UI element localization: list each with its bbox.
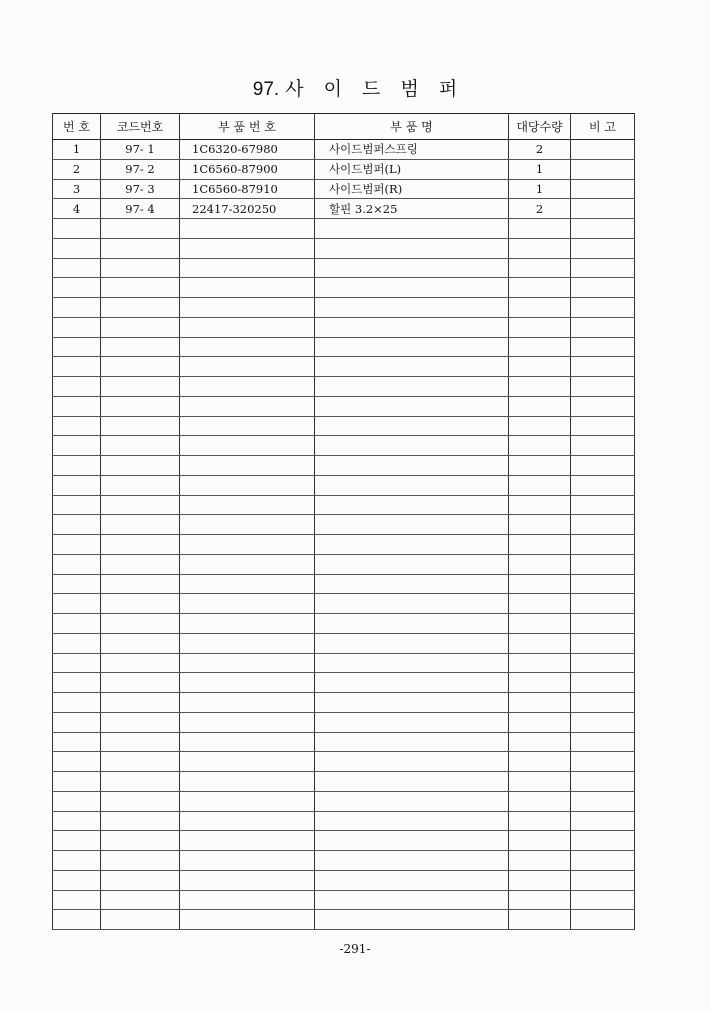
empty-cell: [571, 772, 635, 792]
empty-cell: [571, 574, 635, 594]
empty-cell: [571, 890, 635, 910]
empty-cell: [509, 515, 571, 535]
empty-cell: [315, 258, 509, 278]
row-note: [571, 179, 635, 199]
empty-cell: [180, 278, 315, 298]
empty-cell: [180, 614, 315, 634]
empty-cell: [101, 317, 180, 337]
empty-cell: [315, 653, 509, 673]
row-code: 97- 4: [101, 199, 180, 219]
empty-cell: [315, 377, 509, 397]
empty-cell: [53, 772, 101, 792]
empty-cell: [53, 653, 101, 673]
row-note: [571, 199, 635, 219]
empty-cell: [315, 673, 509, 693]
empty-cell: [180, 535, 315, 555]
empty-cell: [101, 693, 180, 713]
empty-cell: [180, 693, 315, 713]
empty-cell: [101, 673, 180, 693]
empty-cell: [571, 515, 635, 535]
empty-cell: [509, 831, 571, 851]
empty-cell: [53, 851, 101, 871]
empty-row: [53, 515, 635, 535]
empty-cell: [101, 357, 180, 377]
empty-cell: [509, 535, 571, 555]
empty-row: [53, 910, 635, 930]
empty-cell: [53, 495, 101, 515]
empty-cell: [315, 791, 509, 811]
empty-row: [53, 732, 635, 752]
empty-cell: [101, 752, 180, 772]
empty-cell: [53, 396, 101, 416]
empty-cell: [180, 377, 315, 397]
empty-cell: [180, 396, 315, 416]
empty-row: [53, 554, 635, 574]
empty-cell: [53, 416, 101, 436]
empty-cell: [53, 238, 101, 258]
empty-cell: [509, 653, 571, 673]
empty-cell: [180, 258, 315, 278]
empty-cell: [180, 712, 315, 732]
empty-cell: [571, 554, 635, 574]
empty-row: [53, 278, 635, 298]
table-row: [53, 159, 635, 179]
empty-cell: [509, 278, 571, 298]
empty-cell: [101, 870, 180, 890]
parts-table: [52, 113, 635, 930]
row-part-name: 사이드범퍼(L): [315, 159, 509, 179]
empty-cell: [571, 396, 635, 416]
empty-cell: [509, 554, 571, 574]
empty-cell: [315, 219, 509, 239]
empty-cell: [180, 791, 315, 811]
empty-row: [53, 574, 635, 594]
empty-cell: [509, 693, 571, 713]
empty-cell: [53, 693, 101, 713]
empty-cell: [315, 238, 509, 258]
empty-cell: [101, 515, 180, 535]
empty-cell: [571, 910, 635, 930]
empty-cell: [315, 851, 509, 871]
header-note: 비 고: [571, 114, 635, 140]
row-qty: 2: [509, 140, 571, 160]
row-no: 3: [53, 179, 101, 199]
empty-cell: [180, 732, 315, 752]
empty-row: [53, 475, 635, 495]
empty-cell: [315, 317, 509, 337]
empty-cell: [101, 396, 180, 416]
empty-cell: [180, 831, 315, 851]
empty-cell: [571, 831, 635, 851]
empty-cell: [180, 574, 315, 594]
empty-cell: [509, 811, 571, 831]
empty-cell: [53, 574, 101, 594]
empty-cell: [53, 554, 101, 574]
empty-row: [53, 317, 635, 337]
empty-cell: [315, 772, 509, 792]
empty-cell: [315, 436, 509, 456]
empty-cell: [509, 238, 571, 258]
table-row: [53, 199, 635, 219]
row-part-no: 1C6320-67980: [180, 140, 315, 160]
empty-cell: [571, 791, 635, 811]
empty-cell: [315, 495, 509, 515]
empty-cell: [509, 337, 571, 357]
empty-cell: [509, 772, 571, 792]
row-qty: 1: [509, 179, 571, 199]
row-note: [571, 159, 635, 179]
empty-row: [53, 870, 635, 890]
empty-cell: [180, 436, 315, 456]
empty-cell: [509, 219, 571, 239]
empty-cell: [180, 416, 315, 436]
empty-row: [53, 258, 635, 278]
empty-cell: [180, 298, 315, 318]
empty-cell: [101, 298, 180, 318]
empty-cell: [53, 752, 101, 772]
empty-cell: [315, 614, 509, 634]
empty-cell: [571, 475, 635, 495]
empty-cell: [315, 298, 509, 318]
empty-cell: [53, 357, 101, 377]
empty-cell: [571, 594, 635, 614]
empty-cell: [571, 653, 635, 673]
empty-cell: [53, 910, 101, 930]
empty-cell: [571, 811, 635, 831]
empty-cell: [315, 574, 509, 594]
empty-cell: [509, 416, 571, 436]
empty-cell: [571, 238, 635, 258]
table-row: [53, 179, 635, 199]
empty-cell: [101, 337, 180, 357]
header-no: 번 호: [53, 114, 101, 140]
empty-cell: [315, 515, 509, 535]
empty-cell: [571, 416, 635, 436]
empty-cell: [53, 732, 101, 752]
empty-row: [53, 535, 635, 555]
empty-cell: [101, 614, 180, 634]
empty-cell: [101, 278, 180, 298]
empty-row: [53, 752, 635, 772]
empty-cell: [571, 870, 635, 890]
empty-row: [53, 337, 635, 357]
empty-cell: [53, 475, 101, 495]
empty-cell: [53, 278, 101, 298]
empty-cell: [509, 396, 571, 416]
empty-cell: [315, 752, 509, 772]
empty-cell: [101, 712, 180, 732]
empty-cell: [53, 633, 101, 653]
empty-cell: [571, 317, 635, 337]
empty-cell: [509, 791, 571, 811]
row-part-name: 할핀 3.2×25: [315, 199, 509, 219]
empty-cell: [53, 870, 101, 890]
section-title: 사 이 드 범 퍼: [285, 78, 458, 100]
empty-cell: [315, 535, 509, 555]
empty-row: [53, 377, 635, 397]
empty-cell: [571, 456, 635, 476]
empty-cell: [509, 456, 571, 476]
empty-cell: [315, 890, 509, 910]
empty-cell: [509, 298, 571, 318]
empty-cell: [571, 219, 635, 239]
empty-cell: [571, 278, 635, 298]
empty-cell: [53, 219, 101, 239]
row-part-no: 1C6560-87910: [180, 179, 315, 199]
empty-cell: [509, 574, 571, 594]
empty-cell: [315, 633, 509, 653]
empty-cell: [53, 614, 101, 634]
empty-cell: [53, 258, 101, 278]
row-code: 97- 2: [101, 159, 180, 179]
empty-row: [53, 357, 635, 377]
empty-cell: [101, 416, 180, 436]
empty-cell: [509, 357, 571, 377]
empty-row: [53, 712, 635, 732]
empty-row: [53, 238, 635, 258]
empty-cell: [315, 831, 509, 851]
empty-cell: [315, 456, 509, 476]
empty-cell: [180, 910, 315, 930]
empty-cell: [101, 653, 180, 673]
empty-cell: [180, 811, 315, 831]
empty-cell: [509, 752, 571, 772]
empty-cell: [53, 436, 101, 456]
empty-cell: [180, 653, 315, 673]
empty-cell: [180, 594, 315, 614]
row-note: [571, 140, 635, 160]
empty-cell: [180, 752, 315, 772]
empty-cell: [509, 317, 571, 337]
empty-cell: [571, 614, 635, 634]
row-part-no: 1C6560-87900: [180, 159, 315, 179]
empty-cell: [101, 831, 180, 851]
empty-cell: [53, 811, 101, 831]
empty-row: [53, 673, 635, 693]
empty-row: [53, 219, 635, 239]
empty-cell: [101, 219, 180, 239]
empty-cell: [509, 633, 571, 653]
empty-cell: [571, 337, 635, 357]
empty-cell: [180, 554, 315, 574]
empty-cell: [180, 357, 315, 377]
empty-cell: [315, 337, 509, 357]
empty-cell: [509, 890, 571, 910]
empty-cell: [180, 673, 315, 693]
empty-row: [53, 396, 635, 416]
empty-cell: [53, 712, 101, 732]
empty-cell: [101, 594, 180, 614]
row-code: 97- 3: [101, 179, 180, 199]
empty-cell: [571, 633, 635, 653]
empty-cell: [180, 495, 315, 515]
empty-cell: [571, 693, 635, 713]
empty-cell: [180, 890, 315, 910]
empty-cell: [101, 436, 180, 456]
page-number: -291-: [339, 942, 371, 956]
empty-cell: [509, 495, 571, 515]
empty-cell: [315, 870, 509, 890]
empty-row: [53, 693, 635, 713]
empty-cell: [101, 535, 180, 555]
empty-cell: [53, 456, 101, 476]
empty-cell: [509, 732, 571, 752]
row-no: 2: [53, 159, 101, 179]
empty-cell: [180, 870, 315, 890]
empty-cell: [53, 890, 101, 910]
empty-cell: [571, 436, 635, 456]
empty-cell: [509, 870, 571, 890]
empty-cell: [315, 594, 509, 614]
empty-cell: [101, 574, 180, 594]
empty-row: [53, 495, 635, 515]
empty-row: [53, 614, 635, 634]
empty-row: [53, 811, 635, 831]
empty-cell: [53, 791, 101, 811]
empty-cell: [509, 436, 571, 456]
empty-cell: [101, 732, 180, 752]
empty-cell: [53, 515, 101, 535]
empty-row: [53, 594, 635, 614]
empty-row: [53, 436, 635, 456]
empty-cell: [571, 732, 635, 752]
empty-cell: [571, 298, 635, 318]
row-part-name: 사이드범퍼스프링: [315, 140, 509, 160]
empty-cell: [571, 535, 635, 555]
empty-cell: [53, 673, 101, 693]
row-no: 1: [53, 140, 101, 160]
empty-cell: [101, 910, 180, 930]
empty-cell: [509, 851, 571, 871]
empty-row: [53, 416, 635, 436]
empty-cell: [180, 475, 315, 495]
header-row: [53, 114, 635, 140]
empty-cell: [571, 377, 635, 397]
page-title: [0, 74, 710, 101]
empty-cell: [509, 910, 571, 930]
row-part-no: 22417-320250: [180, 199, 315, 219]
empty-cell: [101, 238, 180, 258]
empty-cell: [571, 258, 635, 278]
empty-row: [53, 772, 635, 792]
empty-cell: [180, 317, 315, 337]
header-code: 코드번호: [101, 114, 180, 140]
empty-cell: [101, 456, 180, 476]
empty-cell: [180, 772, 315, 792]
empty-row: [53, 633, 635, 653]
empty-cell: [315, 811, 509, 831]
empty-cell: [315, 357, 509, 377]
empty-cell: [53, 594, 101, 614]
table-row: [53, 140, 635, 160]
empty-cell: [315, 278, 509, 298]
empty-cell: [53, 337, 101, 357]
empty-cell: [101, 475, 180, 495]
empty-row: [53, 831, 635, 851]
empty-cell: [509, 475, 571, 495]
empty-cell: [571, 712, 635, 732]
empty-cell: [509, 594, 571, 614]
empty-cell: [571, 752, 635, 772]
empty-cell: [315, 732, 509, 752]
empty-cell: [315, 712, 509, 732]
row-part-name: 사이드범퍼(R): [315, 179, 509, 199]
empty-cell: [571, 673, 635, 693]
empty-cell: [509, 712, 571, 732]
empty-cell: [101, 377, 180, 397]
empty-cell: [101, 495, 180, 515]
empty-cell: [101, 890, 180, 910]
empty-cell: [315, 910, 509, 930]
header-part-name: 부 품 명: [315, 114, 509, 140]
empty-cell: [101, 851, 180, 871]
empty-cell: [571, 357, 635, 377]
empty-cell: [509, 258, 571, 278]
empty-cell: [101, 633, 180, 653]
empty-cell: [571, 851, 635, 871]
empty-cell: [101, 772, 180, 792]
empty-row: [53, 298, 635, 318]
row-qty: 1: [509, 159, 571, 179]
row-code: 97- 1: [101, 140, 180, 160]
empty-cell: [180, 337, 315, 357]
empty-cell: [315, 396, 509, 416]
row-qty: 2: [509, 199, 571, 219]
empty-cell: [180, 515, 315, 535]
empty-cell: [315, 554, 509, 574]
empty-cell: [53, 831, 101, 851]
empty-cell: [315, 416, 509, 436]
empty-cell: [180, 238, 315, 258]
empty-row: [53, 653, 635, 673]
empty-cell: [180, 219, 315, 239]
empty-cell: [53, 298, 101, 318]
empty-cell: [509, 377, 571, 397]
empty-row: [53, 851, 635, 871]
empty-cell: [180, 456, 315, 476]
empty-cell: [180, 633, 315, 653]
empty-cell: [53, 317, 101, 337]
empty-cell: [509, 614, 571, 634]
empty-cell: [180, 851, 315, 871]
empty-cell: [53, 535, 101, 555]
empty-cell: [571, 495, 635, 515]
section-number: 97.: [252, 79, 280, 100]
empty-cell: [101, 811, 180, 831]
empty-cell: [53, 377, 101, 397]
empty-cell: [509, 673, 571, 693]
empty-cell: [101, 258, 180, 278]
empty-cell: [101, 554, 180, 574]
header-part-no: 부 품 번 호: [180, 114, 315, 140]
empty-cell: [315, 475, 509, 495]
empty-row: [53, 890, 635, 910]
empty-cell: [101, 791, 180, 811]
empty-cell: [315, 693, 509, 713]
empty-row: [53, 791, 635, 811]
header-qty: 대당수량: [509, 114, 571, 140]
empty-row: [53, 456, 635, 476]
row-no: 4: [53, 199, 101, 219]
